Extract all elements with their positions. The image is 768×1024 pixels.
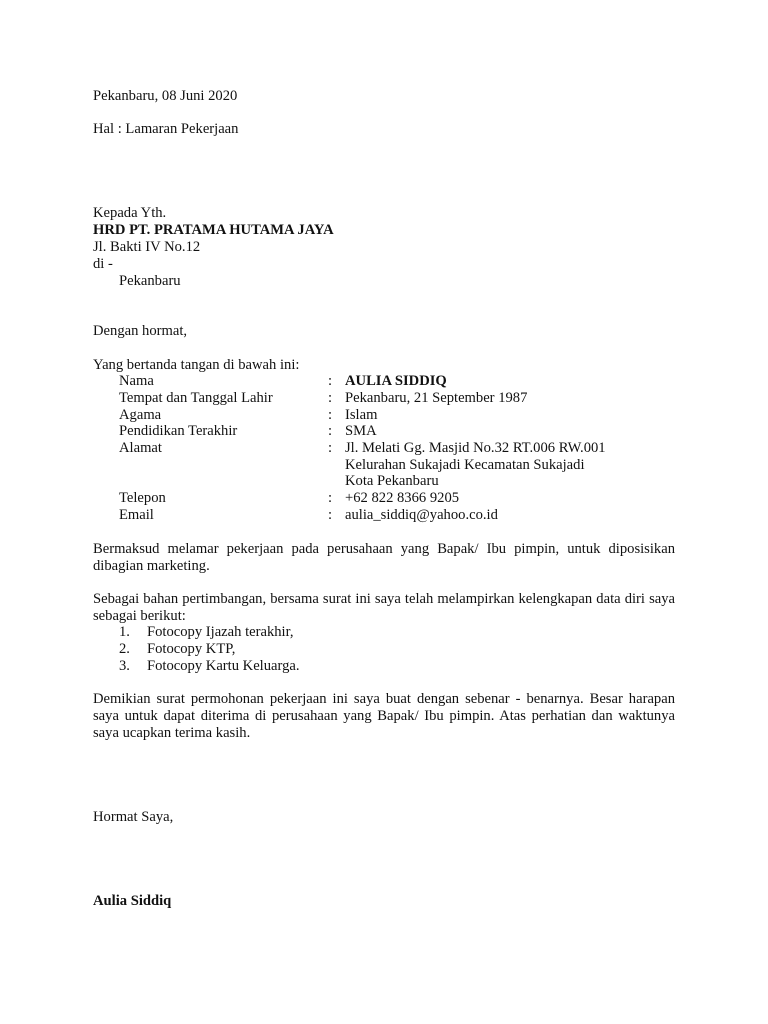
identity-label: Nama [119,373,154,389]
identity-value: aulia_siddiq@yahoo.co.id [345,507,498,523]
identity-value: Pekanbaru, 21 September 1987 [345,390,528,406]
purpose-paragraph: Bermaksud melamar pekerjaan pada perusahaan yang Bapak/ Ibu pimpin, untuk diposisikan dibagian marketing. [93,541,675,575]
list-number: 2. [119,641,130,657]
list-text: Fotocopy KTP, [147,641,236,657]
identity-label: Tempat dan Tanggal Lahir [119,390,273,406]
identity-value: +62 822 8366 9205 [345,490,460,506]
address-line-2: Kelurahan Sukajadi Kecamatan Sukajadi [345,457,585,473]
recipient-city: Pekanbaru [119,273,181,289]
identity-colon: : [328,440,333,456]
identity-colon: : [328,423,333,439]
intro-text: Yang bertanda tangan di bawah ini: [93,357,300,373]
letter-date: Pekanbaru, 08 Juni 2020 [93,88,238,104]
identity-label: Email [119,507,154,523]
recipient-street: Jl. Bakti IV No.12 [93,239,201,255]
valediction: Hormat Saya, [93,809,174,825]
identity-colon: : [328,373,333,389]
recipient-di: di - [93,256,113,272]
identity-value: Islam [345,407,378,423]
identity-value: AULIA SIDDIQ [345,373,447,389]
list-text: Fotocopy Ijazah terakhir, [147,624,294,640]
identity-colon: : [328,407,333,423]
identity-value: Jl. Melati Gg. Masjid No.32 RT.006 RW.001 [345,440,606,456]
greeting: Dengan hormat, [93,323,188,339]
identity-colon: : [328,490,333,506]
address-line-3: Kota Pekanbaru [345,473,439,489]
closing-paragraph: Demikian surat permohonan pekerjaan ini saya buat dengan sebenar - benarnya. Besar harapan saya untuk dapat diterima di perusahaan yang Bapak/ Ibu pimpin. Atas perhatian dan waktunya saya ucapkan terima kasih. [93,691,675,742]
list-number: 1. [119,624,130,640]
attachments-intro: Sebagai bahan pertimbangan, bersama surat ini saya telah melampirkan kelengkapan data diri saya sebagai berikut: [93,591,675,625]
identity-label: Pendidikan Terakhir [119,423,238,439]
identity-colon: : [328,390,333,406]
list-number: 3. [119,658,130,674]
letter-subject: Hal : Lamaran Pekerjaan [93,121,239,137]
list-text: Fotocopy Kartu Keluarga. [147,658,300,674]
identity-value: SMA [345,423,377,439]
identity-label: Telepon [119,490,166,506]
identity-label: Alamat [119,440,162,456]
signature-name: Aulia Siddiq [93,893,172,909]
recipient-company: HRD PT. PRATAMA HUTAMA JAYA [93,222,334,238]
recipient-to: Kepada Yth. [93,205,167,221]
identity-label: Agama [119,407,162,423]
identity-colon: : [328,507,333,523]
